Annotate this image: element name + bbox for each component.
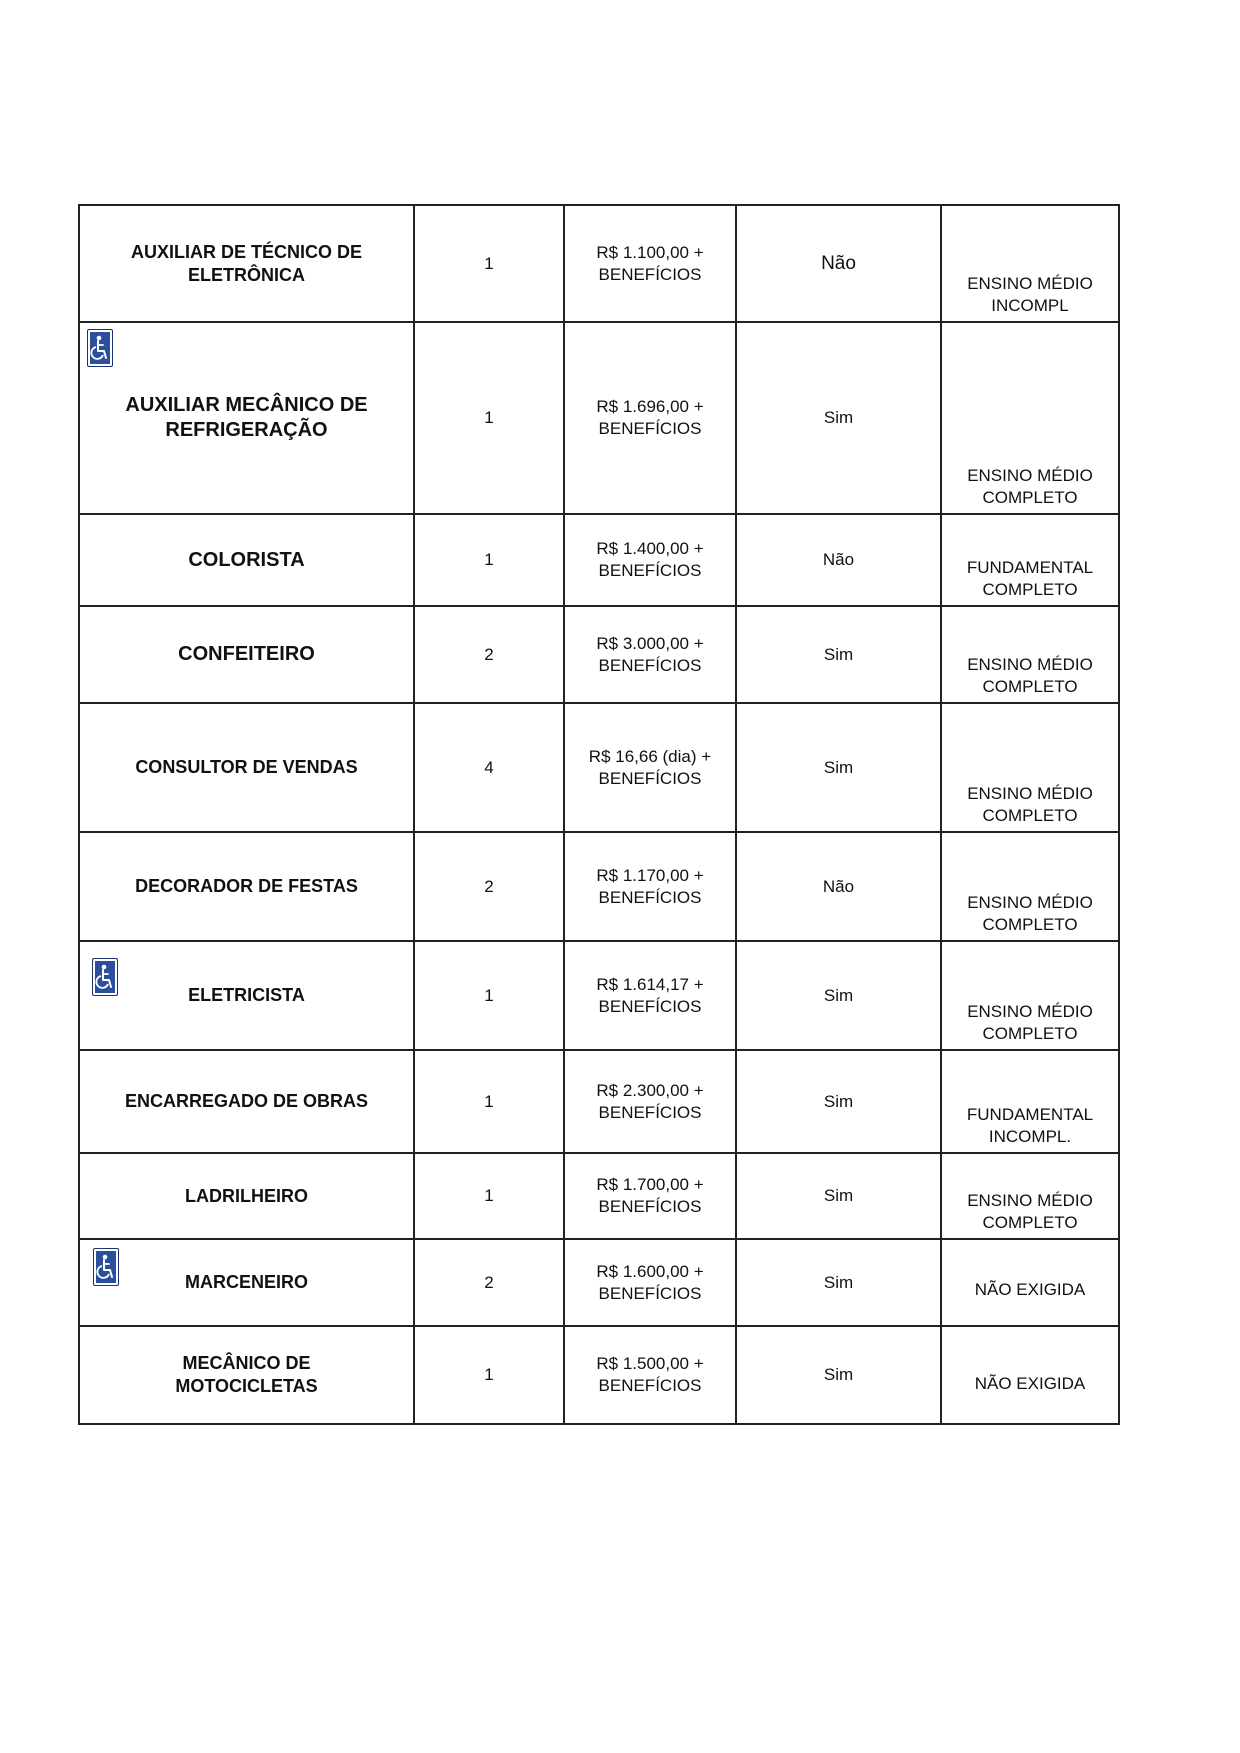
job-title: AUXILIAR DE TÉCNICO DE ELETRÔNICA bbox=[130, 241, 362, 285]
salary-line: R$ 1.700,00 + bbox=[596, 1175, 704, 1194]
salary-line: R$ 1.600,00 + bbox=[596, 1261, 704, 1281]
experience-cell bbox=[736, 514, 941, 606]
vacancies-cell bbox=[414, 514, 564, 606]
job-title: MECÂNICO DE MOTOCICLETAS bbox=[175, 1353, 318, 1396]
vacancies-cell bbox=[414, 703, 564, 832]
vacancies-cell bbox=[414, 205, 564, 322]
education-line: COMPLETO bbox=[982, 580, 1078, 599]
table-body bbox=[79, 205, 1119, 1424]
vacancy-count: 1 bbox=[484, 985, 494, 1005]
job-title: LADRILHEIRO bbox=[185, 1185, 308, 1206]
salary-line: BENEFÍCIOS bbox=[598, 1283, 702, 1303]
salary-text bbox=[565, 396, 735, 440]
wheelchair-icon bbox=[92, 958, 118, 996]
salary-line: BENEFÍCIOS bbox=[598, 1102, 702, 1122]
experience-cell bbox=[736, 832, 941, 941]
vacancies-cell bbox=[414, 1326, 564, 1424]
salary-line: BENEFÍCIOS bbox=[598, 1197, 702, 1216]
salary-cell bbox=[564, 1326, 736, 1424]
vacancy-count: 2 bbox=[484, 1272, 494, 1292]
education-line: NÃO EXIGIDA bbox=[974, 1374, 1086, 1393]
vacancy-count: 1 bbox=[484, 1365, 494, 1384]
salary-cell bbox=[564, 514, 736, 606]
education-line: ENSINO MÉDIO bbox=[967, 1191, 1093, 1210]
experience-required: Sim bbox=[823, 985, 854, 1005]
vacancies-cell bbox=[414, 606, 564, 703]
salary-line: BENEFÍCIOS bbox=[598, 419, 702, 438]
experience-required: Sim bbox=[823, 1091, 854, 1111]
table-row bbox=[79, 703, 1119, 832]
salary-line: R$ 1.170,00 + bbox=[596, 865, 704, 885]
education-line: FUNDAMENTAL bbox=[966, 558, 1094, 577]
vacancies-cell bbox=[414, 1153, 564, 1239]
education-cell bbox=[941, 322, 1119, 514]
vacancies-cell bbox=[414, 832, 564, 941]
experience-cell bbox=[736, 322, 941, 514]
table-row bbox=[79, 1326, 1119, 1424]
vacancy-count: 4 bbox=[484, 757, 494, 777]
vacancies-cell bbox=[414, 322, 564, 514]
experience-required: Sim bbox=[823, 1365, 854, 1384]
experience-cell bbox=[736, 205, 941, 322]
job-title-cell bbox=[79, 941, 414, 1050]
table-row bbox=[79, 941, 1119, 1050]
education-cell bbox=[941, 703, 1119, 832]
salary-cell bbox=[564, 832, 736, 941]
table-row bbox=[79, 606, 1119, 703]
job-title: COLORISTA bbox=[188, 548, 305, 571]
table-row bbox=[79, 514, 1119, 606]
experience-cell bbox=[736, 703, 941, 832]
education-line: NÃO EXIGIDA bbox=[974, 1280, 1086, 1299]
education-line: ENSINO MÉDIO bbox=[967, 1002, 1093, 1021]
salary-line: R$ 1.400,00 + bbox=[596, 539, 704, 558]
education-level bbox=[942, 273, 1118, 317]
education-line: COMPLETO bbox=[982, 806, 1078, 825]
salary-line: R$ 3.000,00 + bbox=[596, 633, 704, 653]
job-title: MARCENEIRO bbox=[184, 1272, 308, 1292]
salary-cell bbox=[564, 1050, 736, 1153]
experience-required: Não bbox=[821, 252, 856, 274]
job-title-cell bbox=[79, 1050, 414, 1153]
education-line: ENSINO MÉDIO bbox=[967, 893, 1093, 912]
salary-cell bbox=[564, 606, 736, 703]
table-row bbox=[79, 1239, 1119, 1326]
job-title: AUXILIAR MECÂNICO DE REFRIGERAÇÃO bbox=[125, 394, 368, 441]
wheelchair-icon bbox=[93, 1248, 119, 1286]
salary-line: BENEFÍCIOS bbox=[598, 768, 702, 788]
vacancy-count: 1 bbox=[484, 1091, 494, 1111]
education-level bbox=[942, 1001, 1118, 1045]
table-row bbox=[79, 205, 1119, 322]
vacancy-count: 2 bbox=[484, 644, 494, 664]
salary-text bbox=[565, 1080, 735, 1124]
table-row bbox=[79, 1153, 1119, 1239]
education-line: ENSINO MÉDIO bbox=[967, 274, 1093, 293]
education-level bbox=[942, 654, 1118, 698]
table-row bbox=[79, 832, 1119, 941]
salary-line: R$ 1.500,00 + bbox=[596, 1354, 704, 1373]
job-title-cell bbox=[79, 514, 414, 606]
salary-line: BENEFÍCIOS bbox=[598, 561, 702, 580]
education-line: ENSINO MÉDIO bbox=[967, 784, 1093, 803]
job-title: ENCARREGADO DE OBRAS bbox=[124, 1091, 369, 1111]
job-title-cell bbox=[79, 1239, 414, 1326]
salary-line: BENEFÍCIOS bbox=[598, 996, 702, 1016]
education-line: FUNDAMENTAL bbox=[966, 1105, 1094, 1124]
vacancy-count: 1 bbox=[484, 1186, 494, 1205]
vacancy-count: 1 bbox=[484, 253, 494, 273]
experience-required: Não bbox=[822, 550, 855, 569]
education-cell bbox=[941, 941, 1119, 1050]
salary-cell bbox=[564, 1153, 736, 1239]
salary-text bbox=[565, 242, 735, 286]
job-title-cell bbox=[79, 1326, 414, 1424]
education-level bbox=[942, 892, 1118, 936]
vacancies-cell bbox=[414, 941, 564, 1050]
salary-cell bbox=[564, 205, 736, 322]
salary-line: R$ 1.696,00 + bbox=[596, 397, 704, 416]
experience-required: Sim bbox=[823, 1186, 854, 1205]
vacancy-count: 1 bbox=[484, 408, 494, 427]
experience-cell bbox=[736, 941, 941, 1050]
education-level bbox=[942, 465, 1118, 509]
experience-required: Sim bbox=[823, 757, 854, 777]
job-title-cell bbox=[79, 832, 414, 941]
salary-text bbox=[565, 974, 735, 1018]
salary-text bbox=[565, 865, 735, 909]
salary-line: BENEFÍCIOS bbox=[598, 887, 702, 907]
experience-cell bbox=[736, 1239, 941, 1326]
salary-line: R$ 1.614,17 + bbox=[596, 974, 704, 994]
job-vacancies-table bbox=[78, 204, 1120, 1425]
salary-cell bbox=[564, 941, 736, 1050]
job-title-cell bbox=[79, 322, 414, 514]
salary-text bbox=[565, 746, 735, 790]
salary-cell bbox=[564, 703, 736, 832]
vacancy-count: 1 bbox=[484, 550, 494, 569]
experience-required: Sim bbox=[823, 1272, 854, 1292]
education-cell bbox=[941, 606, 1119, 703]
education-cell bbox=[941, 832, 1119, 941]
salary-line: BENEFÍCIOS bbox=[598, 264, 702, 284]
education-line: COMPLETO bbox=[982, 677, 1078, 696]
salary-text bbox=[565, 538, 735, 582]
education-cell bbox=[941, 1153, 1119, 1239]
job-title: DECORADOR DE FESTAS bbox=[135, 876, 358, 896]
education-level bbox=[942, 1373, 1118, 1395]
experience-cell bbox=[736, 1050, 941, 1153]
experience-required: Não bbox=[822, 876, 855, 896]
wheelchair-icon bbox=[87, 329, 113, 367]
salary-cell bbox=[564, 1239, 736, 1326]
education-level bbox=[942, 783, 1118, 827]
experience-cell bbox=[736, 1153, 941, 1239]
job-title: CONSULTOR DE VENDAS bbox=[135, 757, 358, 777]
education-cell bbox=[941, 205, 1119, 322]
salary-line: R$ 1.100,00 + bbox=[596, 242, 704, 262]
table-row bbox=[79, 322, 1119, 514]
education-line: INCOMPL bbox=[991, 296, 1069, 315]
experience-cell bbox=[736, 606, 941, 703]
vacancy-count: 2 bbox=[484, 876, 494, 896]
education-cell bbox=[941, 1326, 1119, 1424]
education-line: COMPLETO bbox=[982, 915, 1078, 934]
job-title-cell bbox=[79, 703, 414, 832]
table-row bbox=[79, 1050, 1119, 1153]
salary-line: BENEFÍCIOS bbox=[598, 1376, 702, 1395]
salary-line: R$ 16,66 (dia) + bbox=[588, 746, 712, 766]
job-title: CONFEITEIRO bbox=[178, 643, 315, 665]
salary-text bbox=[565, 1174, 735, 1218]
education-cell bbox=[941, 1239, 1119, 1326]
job-title-cell bbox=[79, 1153, 414, 1239]
job-title-cell bbox=[79, 606, 414, 703]
job-title-cell bbox=[79, 205, 414, 322]
experience-required: Sim bbox=[823, 408, 854, 427]
vacancies-cell bbox=[414, 1050, 564, 1153]
education-line: INCOMPL. bbox=[988, 1127, 1072, 1146]
salary-text bbox=[565, 1353, 735, 1397]
experience-cell bbox=[736, 1326, 941, 1424]
salary-line: BENEFÍCIOS bbox=[598, 655, 702, 675]
education-level bbox=[942, 1279, 1118, 1301]
education-line: COMPLETO bbox=[982, 1213, 1078, 1232]
education-line: ENSINO MÉDIO bbox=[967, 655, 1093, 674]
salary-line: R$ 2.300,00 + bbox=[596, 1080, 704, 1100]
education-cell bbox=[941, 1050, 1119, 1153]
salary-text bbox=[565, 1261, 735, 1305]
salary-text bbox=[565, 633, 735, 677]
salary-cell bbox=[564, 322, 736, 514]
education-line: COMPLETO bbox=[982, 488, 1078, 507]
vacancies-cell bbox=[414, 1239, 564, 1326]
education-line: COMPLETO bbox=[982, 1024, 1078, 1043]
education-cell bbox=[941, 514, 1119, 606]
education-level bbox=[942, 1190, 1118, 1234]
experience-required: Sim bbox=[823, 644, 854, 664]
education-line: ENSINO MÉDIO bbox=[967, 466, 1093, 485]
education-level bbox=[942, 1104, 1118, 1148]
job-title: ELETRICISTA bbox=[188, 985, 305, 1005]
education-level bbox=[942, 557, 1118, 601]
